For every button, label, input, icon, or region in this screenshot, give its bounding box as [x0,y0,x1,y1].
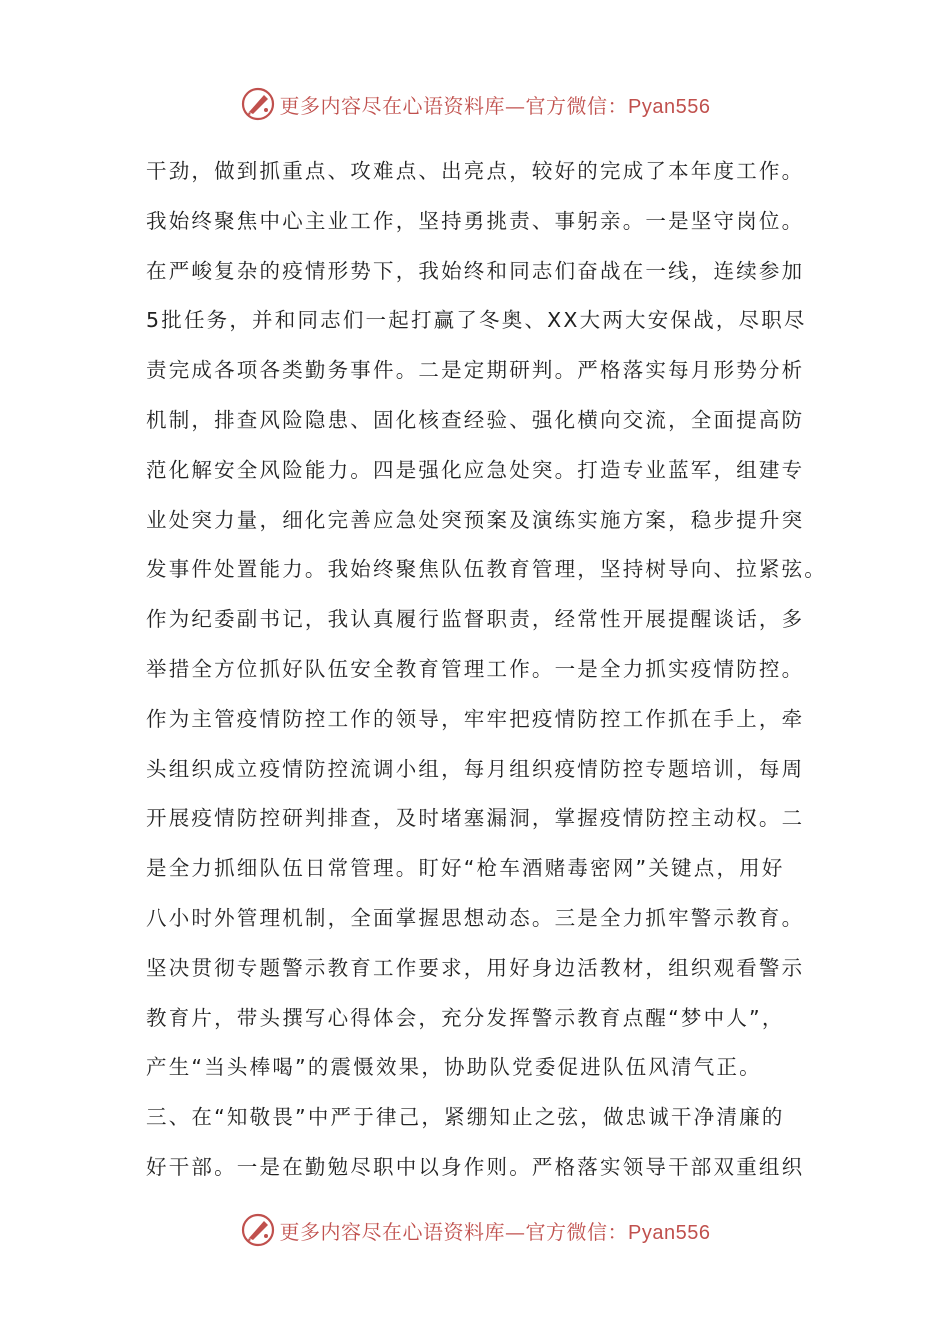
footer-wechat-id: Pyan556 [628,1221,711,1244]
header-wechat-id: Pyan556 [628,95,711,118]
body-line: 干劲，做到抓重点、攻难点、出亮点，较好的完成了本年度工作。 [146,159,805,183]
body-line: 机制，排查风险隐患、固化核查经验、强化横向交流，全面提高防 [146,407,805,432]
body-line: 我始终聚焦中心主业工作，坚持勇挑责、事躬亲。一是坚守岗位。 [146,208,805,233]
body-line: 作为纪委副书记，我认真履行监督职责，经常性开展提醒谈话，多 [146,607,805,632]
document-body [146,150,826,1196]
body-line: 头组织成立疫情防控流调小组，每月组织疫情防控专题培训，每周 [146,756,805,781]
body-line: 好干部。一是在勤勉尽职中以身作则。严格落实领导干部双重组织 [146,1154,805,1179]
body-line: 作为主管疫情防控工作的领导，牢牢把疫情防控工作抓在手上，牵 [146,706,805,731]
body-line: 范化解安全风险能力。四是强化应急处突。打造专业蓝军，组建专 [146,457,805,482]
body-line: 教育片，带头撰写心得体会，充分发挥警示教育点醒“梦中人”， [146,1005,785,1030]
pen-logo-icon [240,1212,276,1248]
body-line: 三、在“知敬畏”中严于律己，紧绷知止之弦，做忠诚干净清廉的 [146,1105,785,1130]
body-line: 发事件处置能力。我始终聚焦队伍教育管理，坚持树导向、拉紧弦。 [146,557,827,582]
body-line: 坚决贯彻专题警示教育工作要求，用好身边活教材，组织观看警示 [146,955,805,980]
body-line: 是全力抓细队伍日常管理。盯好“枪车酒赌毒密网”关键点，用好 [146,856,785,881]
body-line: 八小时外管理机制，全面掌握思想动态。三是全力抓牢警示教育。 [146,905,805,930]
footer-banner-text: 更多内容尽在心语资料库—官方微信：Pyan556 [279,1219,711,1244]
header-banner [0,82,950,126]
body-line: 在严峻复杂的疫情形势下，我始终和同志们奋战在一线，连续参加 [146,258,805,283]
pen-logo-icon [240,86,276,122]
body-line: 举措全方位抓好队伍安全教育管理工作。一是全力抓实疫情防控。 [146,656,805,681]
body-line: 业处突力量，细化完善应急处突预案及演练实施方案，稳步提升突 [146,507,805,532]
header-banner-text: 更多内容尽在心语资料库—官方微信：Pyan556 [279,93,711,118]
body-line: 5批任务，并和同志们一起打赢了冬奥、XX大两大安保战，尽职尽 [146,308,807,333]
body-line: 产生“当头棒喝”的震慑效果，协助队党委促进队伍风清气正。 [146,1055,762,1080]
body-line: 开展疫情防控研判排查，及时堵塞漏洞，掌握疫情防控主动权。二 [146,806,805,831]
footer-banner [0,1208,950,1252]
body-line: 责完成各项各类勤务事件。二是定期研判。严格落实每月形势分析 [146,358,805,383]
